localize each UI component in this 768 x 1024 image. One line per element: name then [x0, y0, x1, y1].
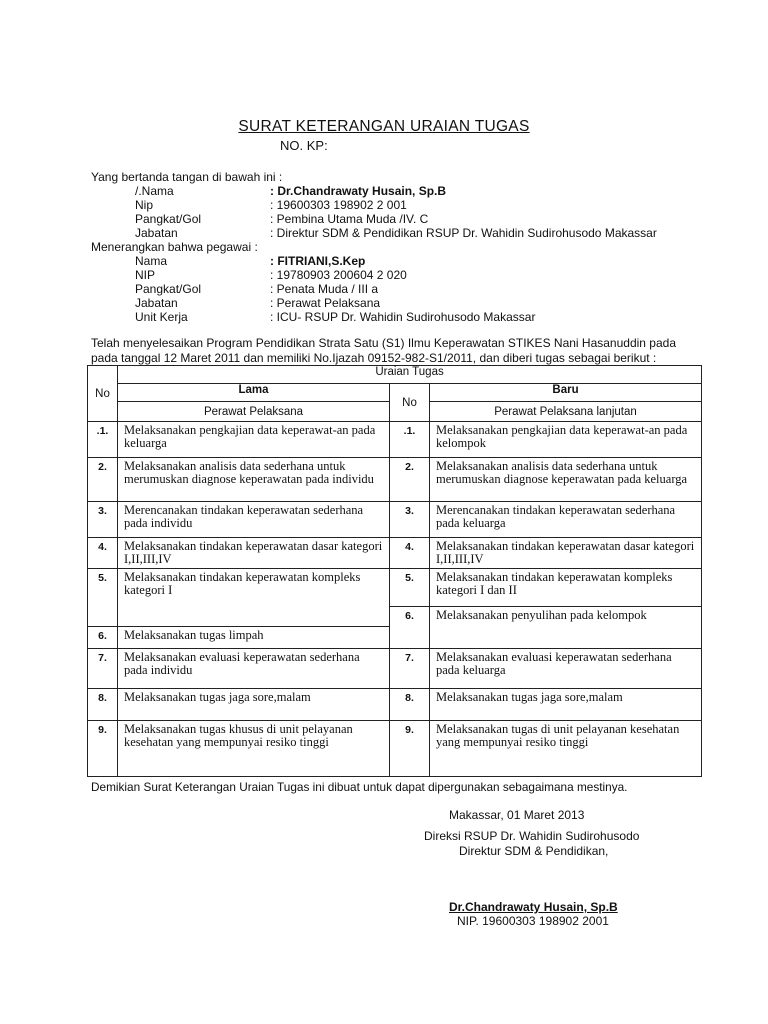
table-row [88, 502, 702, 538]
duty-new: Melaksanakan pengkajian data keperawat-an pada kelompok [430, 422, 702, 458]
row-number: 6. [390, 607, 430, 627]
field-label: Pangkat/Gol [135, 282, 202, 296]
duty-old: Melaksanakan tugas khusus di unit pelayanan kesehatan yang mempunyai resiko tinggi [118, 721, 390, 777]
signer-intro: Yang bertanda tangan di bawah ini : [91, 170, 283, 184]
field-value: : Dr.Chandrawaty Husain, Sp.B [270, 184, 447, 198]
row-number: 8. [390, 689, 430, 721]
employee-name-row [135, 254, 365, 268]
duty-new: Melaksanakan tindakan keperawatan dasar kategori I,II,III,IV [430, 538, 702, 569]
duty-old: Melaksanakan pengkajian data keperawat-an pada keluarga [118, 422, 390, 458]
row-number: 4. [390, 538, 430, 569]
table-row [88, 538, 702, 569]
field-label: Nama [135, 254, 168, 268]
duty-new: Melaksanakan analisis data sederhana untuk merumuskan diagnose keperawatan pada keluarga [430, 458, 702, 502]
document-number: NO. KP: [280, 138, 328, 153]
row-number: 6. [88, 627, 118, 649]
row-number: 7. [88, 649, 118, 689]
row-number: .1. [390, 422, 430, 458]
subheader-lama: Perawat Pelaksana [118, 402, 390, 422]
paragraph-line: Telah menyelesaikan Program Pendidikan Strata Satu (S1) Ilmu Keperawatan STIKES Nani Hasanuddin pada [91, 336, 676, 350]
field-value: : 19600303 198902 2 001 [270, 198, 407, 212]
duty-old: Melaksanakan analisis data sederhana untuk merumuskan diagnose keperawatan pada individu [118, 458, 390, 502]
duty-old: Merencanakan tindakan keperawatan sederhana pada individu [118, 502, 390, 538]
subheader-baru: Perawat Pelaksana lanjutan [430, 402, 702, 422]
org-line: Direksi RSUP Dr. Wahidin Sudirohusodo [424, 829, 640, 843]
table-row [88, 569, 702, 607]
row-number: 2. [88, 458, 118, 502]
field-label: Jabatan [135, 296, 178, 310]
row-number: 9. [390, 721, 430, 777]
field-value: : ICU- RSUP Dr. Wahidin Sudirohusodo Makassar [270, 310, 536, 324]
table-header-row [88, 384, 702, 402]
row-number: 3. [390, 502, 430, 538]
field-label: Jabatan [135, 226, 178, 240]
table-row [88, 627, 702, 649]
duty-old: Melaksanakan tugas jaga sore,malam [118, 689, 390, 721]
empty-cell [430, 627, 702, 649]
table-row [88, 458, 702, 502]
field-value: : Pembina Utama Muda /IV. C [270, 212, 429, 226]
field-label: Nip [135, 198, 154, 212]
paragraph-line: pada tanggal 12 Maret 2011 dan memiliki No.Ijazah 09152-982-S1/2011, dan diberi tugas sebagai berikut : [91, 351, 657, 365]
row-number: .1. [88, 422, 118, 458]
signer-rank-row [135, 212, 428, 226]
field-value: : 19780903 200604 2 020 [270, 268, 407, 282]
field-label: Unit Kerja [135, 310, 188, 324]
column-header-uraian: Uraian Tugas [118, 366, 702, 384]
duty-new: Melaksanakan tindakan keperawatan kompleks kategori I dan II [430, 569, 702, 607]
table-row [88, 721, 702, 777]
duty-new: Melaksanakan evaluasi keperawatan sederhana pada keluarga [430, 649, 702, 689]
table-row [88, 689, 702, 721]
duty-old: Melaksanakan tindakan keperawatan kompleks kategori I [118, 569, 390, 627]
field-value: : Direktur SDM & Pendidikan RSUP Dr. Wahidin Sudirohusodo Makassar [270, 226, 657, 240]
empty-cell [390, 627, 430, 649]
document-title: SURAT KETERANGAN URAIAN TUGAS [238, 118, 530, 135]
column-header-no: No [88, 366, 118, 422]
row-number: 5. [88, 569, 118, 627]
column-header-baru: Baru [430, 384, 702, 402]
employee-rank-row [135, 282, 378, 296]
duty-old: Melaksanakan tindakan keperawatan dasar kategori I,II,III,IV [118, 538, 390, 569]
signer-position-row [135, 226, 657, 240]
duty-new: Melaksanakan penyulihan pada kelompok [430, 607, 702, 627]
duties-table [87, 365, 702, 777]
duty-old: Melaksanakan evaluasi keperawatan sederhana pada individu [118, 649, 390, 689]
duty-new: Merencanakan tindakan keperawatan sederhana pada keluarga [430, 502, 702, 538]
duty-new: Melaksanakan tugas di unit pelayanan kesehatan yang mempunyai resiko tinggi [430, 721, 702, 777]
closing-statement: Demikian Surat Keterangan Uraian Tugas ini dibuat untuk dapat dipergunakan sebagaimana mestinya. [91, 780, 628, 794]
place-date: Makassar, 01 Maret 2013 [449, 808, 585, 822]
column-header-no: No [390, 384, 430, 422]
signature-name: Dr.Chandrawaty Husain, Sp.B [449, 900, 618, 914]
duty-new: Melaksanakan tugas jaga sore,malam [430, 689, 702, 721]
field-value: : Penata Muda / III a [270, 282, 379, 296]
signer-name-row [135, 184, 446, 198]
field-value: : FITRIANI,S.Kep [270, 254, 366, 268]
field-value: : Perawat Pelaksana [270, 296, 381, 310]
field-label: /.Nama [135, 184, 174, 198]
field-label: Pangkat/Gol [135, 212, 202, 226]
row-number: 9. [88, 721, 118, 777]
row-number: 5. [390, 569, 430, 607]
field-label: NIP [135, 268, 156, 282]
table-row [88, 422, 702, 458]
row-number: 4. [88, 538, 118, 569]
signature-nip: NIP. 19600303 198902 2001 [457, 914, 609, 928]
row-number: 8. [88, 689, 118, 721]
row-number: 3. [88, 502, 118, 538]
duty-old: Melaksanakan tugas limpah [118, 627, 390, 649]
row-number: 2. [390, 458, 430, 502]
employee-unit-row [135, 310, 535, 324]
employee-nip-row [135, 268, 407, 282]
row-number: 7. [390, 649, 430, 689]
table-row [88, 649, 702, 689]
org-line: Direktur SDM & Pendidikan, [459, 844, 609, 858]
column-header-lama: Lama [118, 384, 390, 402]
employee-position-row [135, 296, 380, 310]
signer-nip-row [135, 198, 407, 212]
employee-intro: Menerangkan bahwa pegawai : [91, 240, 258, 254]
table-header-row [88, 366, 702, 384]
